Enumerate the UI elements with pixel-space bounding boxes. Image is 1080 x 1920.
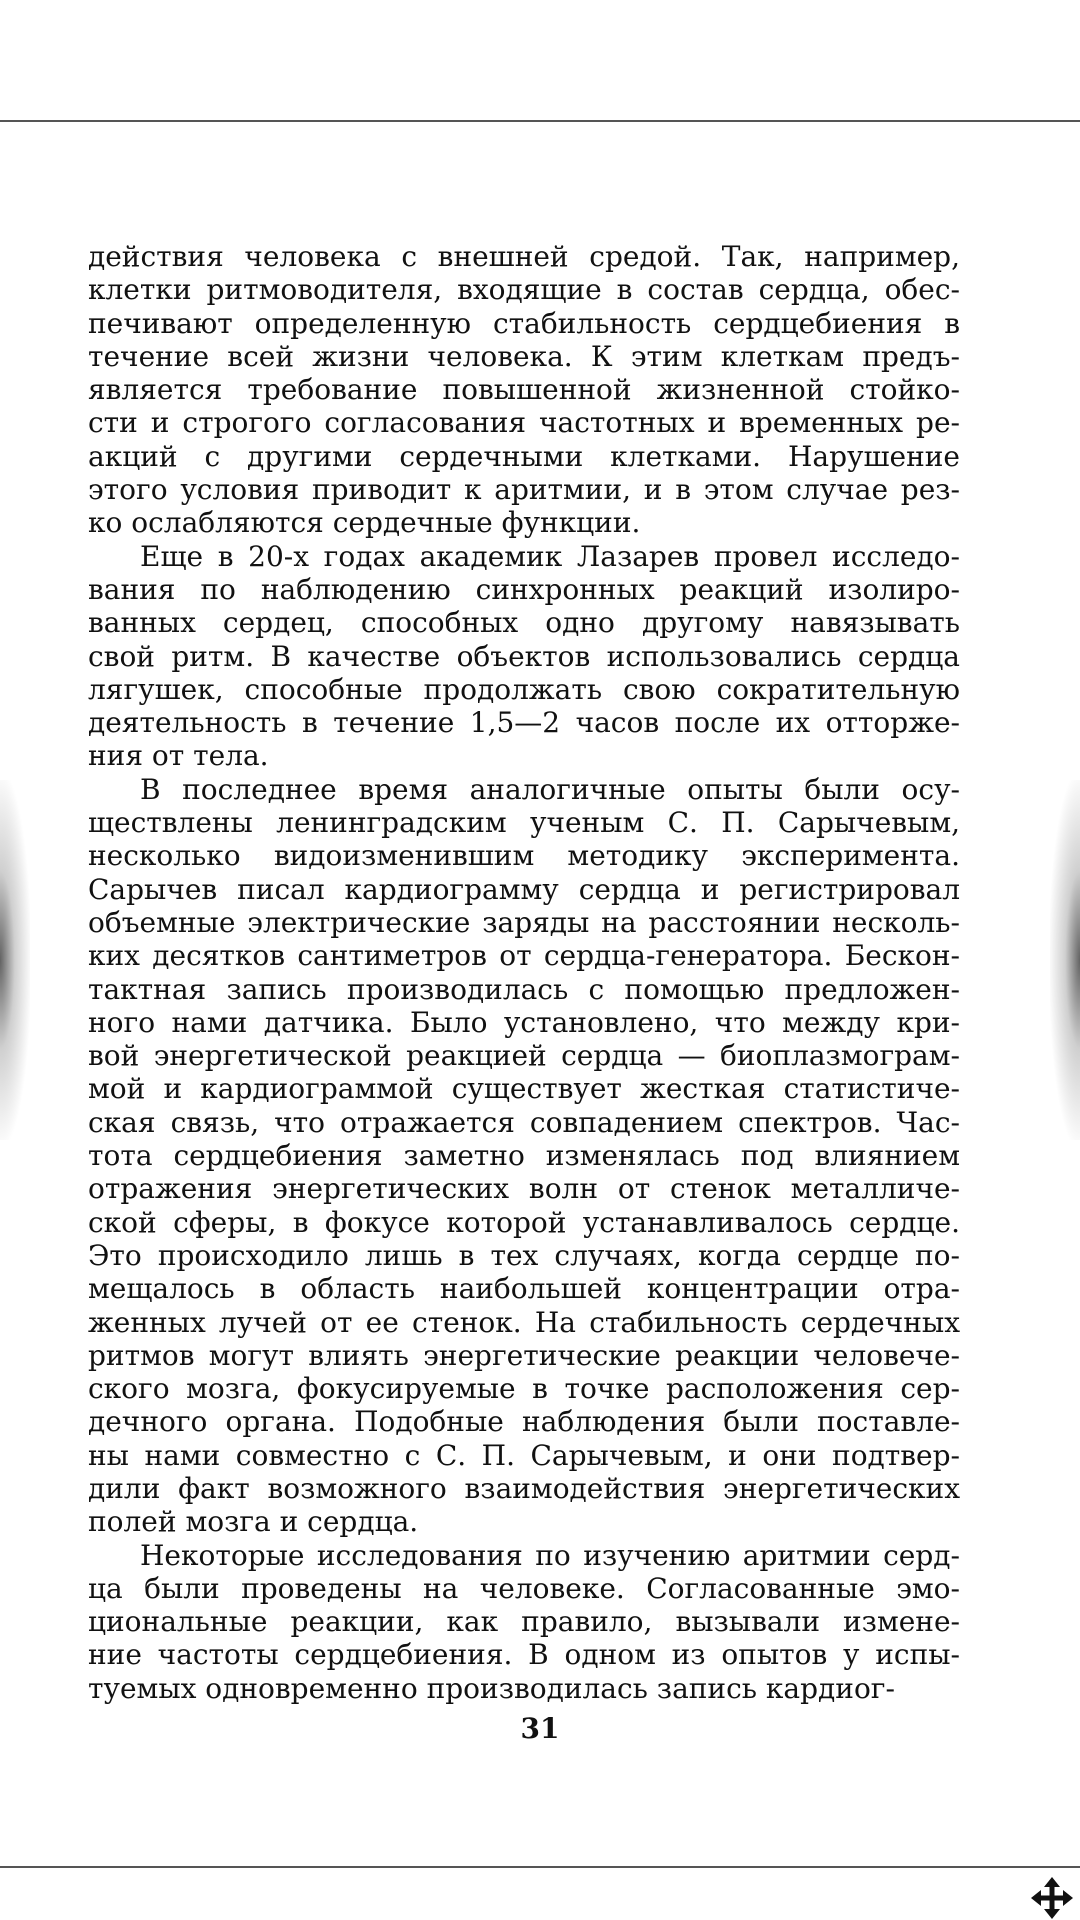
text-line: циональные реакции, как правило, вызывали измене- bbox=[88, 1605, 960, 1639]
text-line: Еще в 20-х годах академик Лазарев провел исследо- bbox=[140, 539, 960, 573]
bottom-divider bbox=[0, 1866, 1080, 1868]
paragraph bbox=[88, 773, 960, 1539]
text-line: является требование повышенной жизненной стойко- bbox=[88, 373, 960, 407]
top-divider bbox=[0, 120, 1080, 122]
text-line: акций с другими сердечными клетками. Нарушение bbox=[88, 439, 960, 473]
text-line: ской сферы, в фокусе которой устанавливалось сердце. bbox=[88, 1205, 960, 1239]
text-line: объемные электрические заряды на расстоянии несколь- bbox=[88, 905, 960, 939]
text-line: ская связь, что отражается совпадением спектров. Час- bbox=[88, 1105, 960, 1139]
text-line: В последнее время аналогичные опыты были осу- bbox=[140, 772, 960, 806]
text-line: печивают определенную стабильность сердцебиения в bbox=[88, 306, 960, 340]
text-line: полей мозга и сердца. bbox=[88, 1505, 419, 1539]
text-line: ритмов могут влиять энергетические реакции человече- bbox=[88, 1338, 960, 1372]
move-arrows-icon[interactable] bbox=[1030, 1876, 1074, 1920]
text-line: вой энергетической реакцией сердца — биоплазмограм- bbox=[88, 1039, 960, 1073]
text-line: тактная запись производилась с помощью предложен- bbox=[88, 972, 960, 1006]
text-line: отражения энергетических волн от стенок металличе- bbox=[88, 1172, 960, 1206]
text-line: мой и кардиограммой существует жесткая статистиче- bbox=[88, 1072, 960, 1106]
text-line: несколько видоизменившим методику эксперимента. bbox=[88, 839, 960, 873]
text-line: ца были проведены на человеке. Согласованные эмо- bbox=[88, 1571, 960, 1605]
text-line: тота сердцебиения заметно изменялась под влиянием bbox=[88, 1139, 960, 1173]
text-line: туемых одновременно производилась запись кардиог- bbox=[88, 1671, 895, 1705]
text-line: дечного органа. Подобные наблюдения были поставле- bbox=[88, 1405, 960, 1439]
text-line: мещалось в область наибольшей концентрации отра- bbox=[88, 1272, 960, 1306]
body-text bbox=[88, 240, 960, 1705]
text-line: ного нами датчика. Было установлено, что между кри- bbox=[88, 1005, 960, 1039]
text-line: лягушек, способные продолжать свою сократительную bbox=[88, 672, 960, 706]
page-number: 31 bbox=[520, 1712, 560, 1745]
text-line: деятельность в течение 1,5—2 часов после их отторже- bbox=[88, 706, 960, 740]
text-line: этого условия приводит к аритмии, и в этом случае рез- bbox=[88, 473, 960, 507]
text-line: ского мозга, фокусируемые в точке расположения сер- bbox=[88, 1372, 960, 1406]
text-line: ние частоты сердцебиения. В одном из опытов у испы- bbox=[88, 1638, 960, 1672]
text-line: ществлены ленинградским ученым С. П. Сарычевым, bbox=[88, 806, 960, 840]
right-page-edge-shadow bbox=[1050, 780, 1080, 1140]
paragraph bbox=[88, 1539, 960, 1705]
text-line: Это происходило лишь в тех случаях, когда сердце по- bbox=[88, 1238, 960, 1272]
text-line: течение всей жизни человека. К этим клеткам предъ- bbox=[88, 339, 960, 373]
paragraph bbox=[88, 240, 960, 540]
text-line: Некоторые исследования по изучению аритмии серд- bbox=[140, 1538, 960, 1572]
left-page-edge-shadow bbox=[0, 780, 30, 1140]
text-line: действия человека с внешней средой. Так, например, bbox=[88, 240, 960, 273]
text-line: клетки ритмоводителя, входящие в состав сердца, обес- bbox=[88, 273, 960, 307]
text-line: сти и строгого согласования частотных и временных ре- bbox=[88, 406, 960, 440]
text-line: свой ритм. В качестве объектов использовались сердца bbox=[88, 639, 960, 673]
text-line: ны нами совместно с С. П. Сарычевым, и они подтвер- bbox=[88, 1438, 960, 1472]
text-line: дили факт возможного взаимодействия энергетических bbox=[88, 1471, 960, 1505]
text-line: Сарычев писал кардиограмму сердца и регистрировал bbox=[88, 872, 960, 906]
text-line: ко ослабляются сердечные функции. bbox=[88, 506, 641, 540]
text-line: женных лучей от ее стенок. На стабильность сердечных bbox=[88, 1305, 960, 1339]
text-line: ния от тела. bbox=[88, 739, 269, 773]
paragraph bbox=[88, 540, 960, 773]
text-line: ванных сердец, способных одно другому навязывать bbox=[88, 606, 960, 640]
text-line: ких десятков сантиметров от сердца-генератора. Бескон- bbox=[88, 939, 960, 973]
text-line: вания по наблюдению синхронных реакций изолиро- bbox=[88, 572, 960, 606]
